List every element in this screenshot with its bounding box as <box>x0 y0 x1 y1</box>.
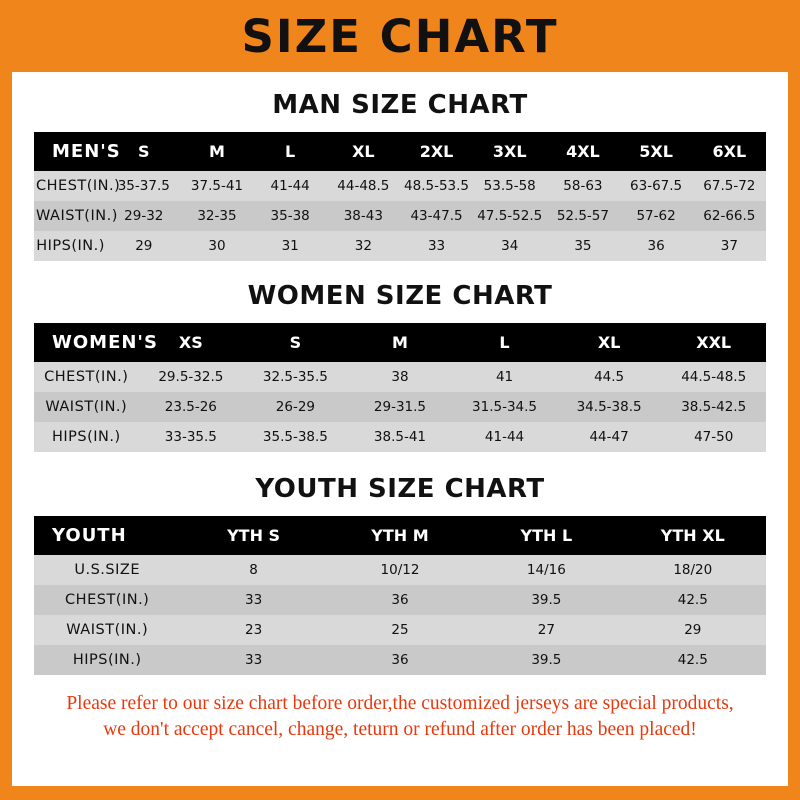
youth-row-label-hips: HIPS(IN.) <box>72 652 142 668</box>
bottom-accent-bar <box>0 786 800 800</box>
table-row <box>34 615 766 645</box>
cell: 39.5 <box>531 592 562 608</box>
cell: 38-43 <box>343 208 383 224</box>
table-header-row <box>34 323 766 362</box>
cell: 44.5-48.5 <box>681 369 747 385</box>
men-table-header <box>34 132 766 171</box>
men-col-m: M <box>209 142 225 161</box>
women-col-xs: XS <box>178 333 203 352</box>
women-col-xl: XL <box>597 333 621 352</box>
section-women-size-chart <box>12 281 788 452</box>
cell: 44-48.5 <box>337 178 390 194</box>
cell: 31.5-34.5 <box>472 399 538 415</box>
women-row-label-hips: HIPS(IN.) <box>51 429 121 445</box>
cell: 44-47 <box>589 429 629 445</box>
men-col-s: S <box>138 142 150 161</box>
table-row <box>34 171 766 201</box>
men-col-l: L <box>285 142 296 161</box>
cell: 29.5-32.5 <box>158 369 224 385</box>
cell: 41-44 <box>270 178 310 194</box>
men-col-4xl: 4XL <box>566 142 600 161</box>
section-title-youth: YOUTH SIZE CHART <box>255 474 545 504</box>
cell: 36 <box>391 652 409 668</box>
cell: 30 <box>208 238 226 254</box>
cell: 42.5 <box>677 592 708 608</box>
section-youth-size-chart <box>12 474 788 675</box>
cell: 53.5-58 <box>483 178 536 194</box>
men-row-label-hips: HIPS(IN.) <box>36 238 105 254</box>
youth-row-label-ussize: U.S.SIZE <box>74 562 140 578</box>
cell: 47-50 <box>694 429 734 445</box>
men-col-2xl: 2XL <box>419 142 454 161</box>
cell: 34.5-38.5 <box>576 399 642 415</box>
footer-note-line-2: we don't accept cancel, change, teturn or refund after order has been placed! <box>103 719 697 741</box>
women-row-label-chest: CHEST(IN.) <box>44 369 129 385</box>
cell: 14/16 <box>526 562 566 578</box>
cell: 63-67.5 <box>630 178 683 194</box>
cell: 29-32 <box>124 208 164 224</box>
cell: 36 <box>647 238 665 254</box>
cell: 36 <box>391 592 409 608</box>
youth-row-label-chest: CHEST(IN.) <box>65 592 150 608</box>
cell: 33 <box>427 238 446 254</box>
cell: 33-35.5 <box>164 429 217 445</box>
cell: 18/20 <box>673 562 713 578</box>
cell: 27 <box>537 622 555 638</box>
table-row <box>34 201 766 231</box>
cell: 57-62 <box>636 208 676 224</box>
table-row <box>34 231 766 261</box>
youth-col-m: YTH M <box>371 526 429 545</box>
cell: 37.5-41 <box>190 178 244 194</box>
cell: 23.5-26 <box>164 399 217 415</box>
cell: 67.5-72 <box>703 178 756 194</box>
cell: 33 <box>244 652 263 668</box>
cell: 29 <box>135 238 153 254</box>
cell: 35-37.5 <box>117 178 170 194</box>
cell: 47.5-52.5 <box>477 208 543 224</box>
women-table-header <box>34 323 766 362</box>
women-row-label-waist: WAIST(IN.) <box>45 399 128 415</box>
youth-row-header-label: YOUTH <box>52 525 127 546</box>
table-row <box>34 422 766 452</box>
youth-size-table <box>34 516 766 675</box>
cell: 37 <box>720 238 738 254</box>
cell: 29-31.5 <box>373 399 427 415</box>
men-col-3xl: 3XL <box>492 142 527 161</box>
table-row <box>34 585 766 615</box>
cell: 38 <box>391 369 409 385</box>
youth-col-xl: YTH XL <box>660 526 725 545</box>
men-row-label-chest: CHEST(IN.) <box>36 178 121 194</box>
cell: 48.5-53.5 <box>404 178 470 194</box>
women-col-s: S <box>289 333 302 352</box>
men-size-table <box>34 132 766 261</box>
table-header-row <box>34 132 766 171</box>
cell: 52.5-57 <box>556 208 609 224</box>
youth-col-l: YTH L <box>520 526 573 545</box>
cell: 25 <box>391 622 409 638</box>
cell: 35 <box>574 238 592 254</box>
women-table-body <box>34 362 766 452</box>
men-table-body <box>34 171 766 261</box>
cell: 44.5 <box>594 369 625 385</box>
header-banner <box>0 0 800 72</box>
cell: 41 <box>495 369 514 385</box>
cell: 35.5-38.5 <box>262 429 328 445</box>
men-col-5xl: 5XL <box>639 142 673 161</box>
women-col-xxl: XXL <box>696 333 732 352</box>
cell: 31 <box>281 238 299 254</box>
cell: 38.5-41 <box>373 429 427 445</box>
page-title: SIZE CHART <box>241 9 559 63</box>
cell: 58-63 <box>563 178 603 194</box>
men-row-header-label: MEN'S <box>52 141 121 162</box>
table-row <box>34 645 766 675</box>
cell: 33 <box>244 592 263 608</box>
cell: 32-35 <box>197 208 237 224</box>
men-col-6xl: 6XL <box>712 142 747 161</box>
section-title-man: MAN SIZE CHART <box>272 90 528 120</box>
youth-row-label-waist: WAIST(IN.) <box>66 622 149 638</box>
cell: 34 <box>501 238 519 254</box>
cell: 23 <box>244 622 263 638</box>
cell: 32.5-35.5 <box>262 369 328 385</box>
men-row-label-waist: WAIST(IN.) <box>36 208 118 224</box>
youth-table-body <box>34 555 766 675</box>
cell: 29 <box>684 622 702 638</box>
cell: 41-44 <box>484 429 525 445</box>
table-row <box>34 555 766 585</box>
women-col-m: M <box>392 333 408 352</box>
table-row <box>34 392 766 422</box>
cell: 8 <box>249 562 258 578</box>
men-col-xl: XL <box>352 142 375 161</box>
cell: 43-47.5 <box>410 208 463 224</box>
cell: 42.5 <box>677 652 708 668</box>
cell: 38.5-42.5 <box>681 399 747 415</box>
cell: 62-66.5 <box>703 208 756 224</box>
youth-table-header <box>34 516 766 555</box>
cell: 10/12 <box>380 562 420 578</box>
cell: 35-38 <box>270 208 310 224</box>
cell: 39.5 <box>531 652 562 668</box>
footer-note <box>30 691 770 744</box>
women-size-table <box>34 323 766 452</box>
youth-col-s: YTH S <box>227 526 281 545</box>
women-row-header-label: WOMEN'S <box>52 332 158 353</box>
footer-note-line-1: Please refer to our size chart before order,the customized jerseys are special products, <box>66 693 734 714</box>
section-man-size-chart <box>12 90 788 261</box>
table-row <box>34 362 766 392</box>
section-title-women: WOMEN SIZE CHART <box>247 281 553 311</box>
women-col-l: L <box>499 333 510 352</box>
table-header-row <box>34 516 766 555</box>
cell: 32 <box>354 238 372 254</box>
cell: 26-29 <box>275 399 316 415</box>
